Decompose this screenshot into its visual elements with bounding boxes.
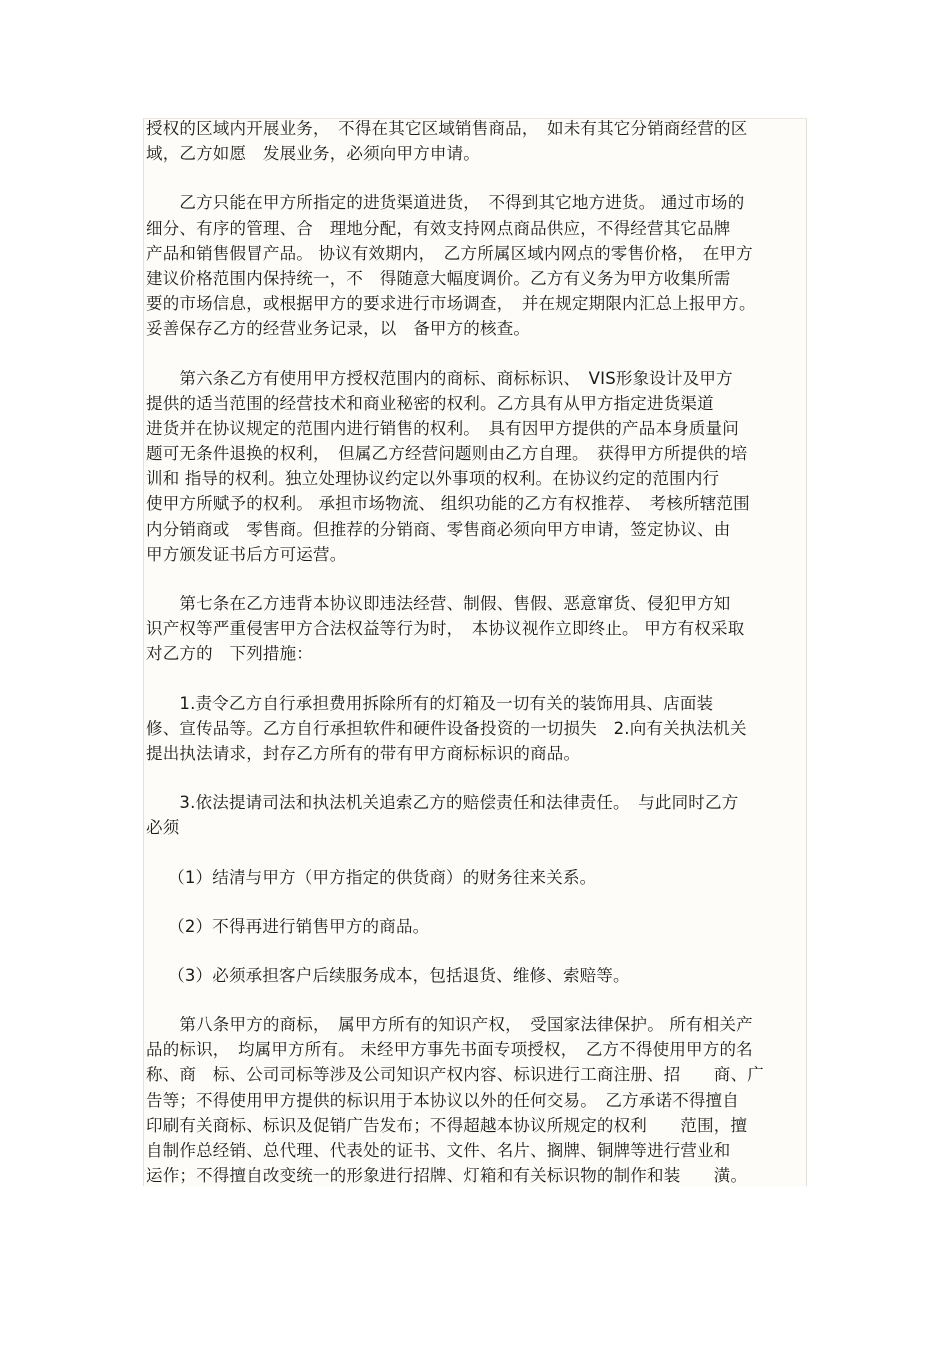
text-line: 训和 指导的权利。独立处理协议约定以外事项的权利。在协议约定的范围内行	[146, 469, 720, 489]
text-line: 修、宣传品等。乙方自行承担软件和硬件设备投资的一切损失 2.向有关执法机关	[146, 718, 747, 738]
text-line: 妥善保存乙方的经营业务记录，以 备甲方的核查。	[146, 319, 531, 339]
text-line: 对乙方的 下列措施：	[146, 644, 313, 664]
text-line: 进货并在协议规定的范围内进行销售的权利。 具有因甲方提供的产品本身质量问	[146, 418, 739, 438]
text-line: 题可无条件退换的权利， 但属乙方经营问题则由乙方自理。 获得甲方所提供的培	[146, 444, 748, 464]
text-line: 建议价格范围内保持统一，不 得随意大幅度调价。乙方有义务为甲方收集所需	[146, 268, 731, 288]
text-line: 识产权等严重侵害甲方合法权益等行为时， 本协议视作立即终止。 甲方有权采取	[146, 619, 745, 639]
text-line: 运作；不得擅自改变统一的形象进行招牌、灯箱和有关标识物的制作和装 潢。	[146, 1166, 748, 1186]
text-line: （3）必须承担客户后续服务成本，包括退货、维修、索赔等。	[146, 965, 630, 985]
paragraph-item-3	[146, 963, 804, 988]
paragraph-purchase-channel	[146, 190, 804, 341]
text-line: 称、商 标、公司司标等涉及公司知识产权内容、标识进行工商注册、招 商、广	[146, 1065, 764, 1085]
text-line: 第六条乙方有使用甲方授权范围内的商标、商标标识、 VIS形象设计及甲方	[146, 368, 733, 388]
paragraph-article-6	[146, 366, 804, 568]
text-line: 3.依法提请司法和执法机关追索乙方的赔偿责任和法律责任。 与此同时乙方	[146, 793, 739, 813]
text-line: 自制作总经销、总代理、代表处的证书、文件、名片、搁牌、铜牌等进行营业和	[146, 1141, 731, 1160]
text-line: 乙方只能在甲方所指定的进货渠道进货， 不得到其它地方进货。 通过市场的	[146, 193, 745, 213]
text-line: （1）结清与甲方（甲方指定的供货商）的财务往来关系。	[146, 867, 597, 887]
text-line: 告等；不得使用甲方提供的标识用于本协议以外的任何交易。 乙方承诺不得擅自	[146, 1090, 739, 1110]
paragraph-measure-3	[146, 790, 804, 840]
text-line: 产品和销售假冒产品。 协议有效期内， 乙方所属区域内网点的零售价格， 在甲方	[146, 243, 753, 263]
text-line: 1.责令乙方自行承担费用拆除所有的灯箱及一切有关的装饰用具、店面装	[146, 693, 714, 713]
document-body	[146, 116, 804, 1212]
paragraph-territory	[146, 116, 804, 166]
text-line: （2）不得再进行销售甲方的商品。	[146, 916, 430, 936]
text-line: 内分销商或 零售商。但推荐的分销商、零售商必须向甲方申请，签定协议、由	[146, 519, 731, 539]
paragraph-measure-1-2	[146, 691, 804, 767]
text-line: 域，乙方如愿 发展业务，必须向甲方申请。	[146, 144, 480, 164]
text-line: 要的市场信息，或根据甲方的要求进行市场调查， 并在规定期限内汇总上报甲方。	[146, 294, 756, 314]
paragraph-item-2	[146, 914, 804, 939]
text-line: 印刷有关商标、标识及促销广告发布；不得超越本协议所规定的权利 范围，擅	[146, 1115, 748, 1135]
paragraph-article-8	[146, 1012, 804, 1188]
text-line: 使甲方所赋予的权利。 承担市场物流、 组织功能的乙方有权推荐、 考核所辖范围	[146, 494, 750, 514]
paragraph-article-7	[146, 591, 804, 667]
text-line: 甲方颁发证书后方可运营。	[146, 544, 347, 564]
text-line: 提供的适当范围的经营技术和商业秘密的权利。乙方具有从甲方指定进货渠道	[146, 393, 714, 413]
text-line: 必须	[146, 818, 180, 838]
text-line: 第八条甲方的商标， 属甲方所有的知识产权， 受国家法律保护。 所有相关产	[146, 1015, 753, 1035]
text-line: 细分、有序的管理、合 理地分配，有效支持网点商品供应，不得经营其它品牌	[146, 218, 731, 238]
paragraph-item-1	[146, 865, 804, 890]
text-line: 提出执法请求，封存乙方所有的带有甲方商标标识的商品。	[146, 743, 581, 763]
text-line: 品的标识， 均属甲方所有。 未经甲方事先书面专项授权， 乙方不得使用甲方的名	[146, 1040, 753, 1060]
text-line: 第七条在乙方违背本协议即违法经营、制假、售假、恶意窜货、侵犯甲方知	[146, 594, 731, 613]
text-line: 授权的区域内开展业务， 不得在其它区域销售商品， 如未有其它分销商经营的区	[146, 119, 748, 138]
